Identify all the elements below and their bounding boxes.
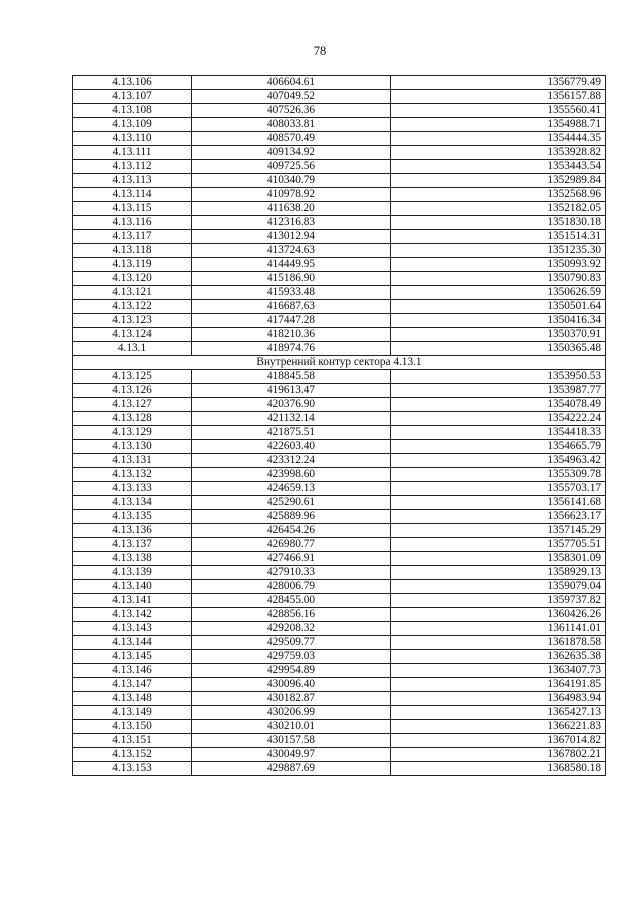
x-coordinate-cell: 429509.77 [192,636,391,650]
point-id-cell: 4.13.150 [73,720,192,734]
y-coordinate-cell: 1354988.71 [391,118,606,132]
table-row [73,706,606,720]
y-coordinate-cell: 1358929.13 [391,566,606,580]
y-coordinate-cell: 1361141.01 [391,622,606,636]
point-id-cell: 4.13.137 [73,538,192,552]
table-row [73,762,606,776]
table-row [73,650,606,664]
point-id-cell: 4.13.110 [73,132,192,146]
x-coordinate-cell: 415186.90 [192,272,391,286]
point-id-cell: 4.13.108 [73,104,192,118]
x-coordinate-cell: 422603.40 [192,440,391,454]
x-coordinate-cell: 430210.01 [192,720,391,734]
y-coordinate-cell: 1360426.26 [391,608,606,622]
table-row [73,384,606,398]
table-row [73,230,606,244]
x-coordinate-cell: 406604.61 [192,76,391,90]
y-coordinate-cell: 1367802.21 [391,748,606,762]
y-coordinate-cell: 1364191.85 [391,678,606,692]
x-coordinate-cell: 425290.61 [192,496,391,510]
table-row [73,552,606,566]
table-row [73,342,606,356]
table-row [73,398,606,412]
y-coordinate-cell: 1364983.94 [391,692,606,706]
table-row [73,496,606,510]
y-coordinate-cell: 1361878.58 [391,636,606,650]
table-row [73,510,606,524]
point-id-cell: 4.13.152 [73,748,192,762]
y-coordinate-cell: 1350501.64 [391,300,606,314]
section-row [73,356,606,370]
table-row [73,202,606,216]
table-row [73,720,606,734]
x-coordinate-cell: 418974.76 [192,342,391,356]
table-row [73,118,606,132]
y-coordinate-cell: 1356779.49 [391,76,606,90]
table-row [73,216,606,230]
table-row [73,440,606,454]
point-id-cell: 4.13.111 [73,146,192,160]
point-id-cell: 4.13.141 [73,594,192,608]
point-id-cell: 4.13.127 [73,398,192,412]
table-row [73,482,606,496]
table-row [73,594,606,608]
x-coordinate-cell: 413724.63 [192,244,391,258]
x-coordinate-cell: 429208.32 [192,622,391,636]
table-row [73,160,606,174]
x-coordinate-cell: 429954.89 [192,664,391,678]
y-coordinate-cell: 1354078.49 [391,398,606,412]
point-id-cell: 4.13.132 [73,468,192,482]
x-coordinate-cell: 426454.26 [192,524,391,538]
x-coordinate-cell: 430206.99 [192,706,391,720]
x-coordinate-cell: 420376.90 [192,398,391,412]
y-coordinate-cell: 1362635.38 [391,650,606,664]
table-row [73,258,606,272]
x-coordinate-cell: 411638.20 [192,202,391,216]
x-coordinate-cell: 408033.81 [192,118,391,132]
x-coordinate-cell: 429887.69 [192,762,391,776]
table-row [73,104,606,118]
x-coordinate-cell: 430157.58 [192,734,391,748]
x-coordinate-cell: 428856.16 [192,608,391,622]
table-row [73,188,606,202]
table-row [73,748,606,762]
table-row [73,328,606,342]
x-coordinate-cell: 409725.56 [192,160,391,174]
y-coordinate-cell: 1354963.42 [391,454,606,468]
x-coordinate-cell: 426980.77 [192,538,391,552]
y-coordinate-cell: 1354444.35 [391,132,606,146]
x-coordinate-cell: 412316.83 [192,216,391,230]
x-coordinate-cell: 418210.36 [192,328,391,342]
point-id-cell: 4.13.131 [73,454,192,468]
point-id-cell: 4.13.116 [73,216,192,230]
point-id-cell: 4.13.115 [73,202,192,216]
x-coordinate-cell: 428006.79 [192,580,391,594]
x-coordinate-cell: 416687.63 [192,300,391,314]
table-row [73,132,606,146]
x-coordinate-cell: 423312.24 [192,454,391,468]
coordinates-table-body [73,76,606,776]
point-id-cell: 4.13.134 [73,496,192,510]
table-row [73,468,606,482]
y-coordinate-cell: 1365427.13 [391,706,606,720]
x-coordinate-cell: 410340.79 [192,174,391,188]
point-id-cell: 4.13.124 [73,328,192,342]
x-coordinate-cell: 407049.52 [192,90,391,104]
x-coordinate-cell: 430096.40 [192,678,391,692]
x-coordinate-cell: 419613.47 [192,384,391,398]
table-row [73,174,606,188]
table-row [73,538,606,552]
table-row [73,244,606,258]
point-id-cell: 4.13.144 [73,636,192,650]
x-coordinate-cell: 421132.14 [192,412,391,426]
y-coordinate-cell: 1353987.77 [391,384,606,398]
point-id-cell: 4.13.136 [73,524,192,538]
x-coordinate-cell: 423998.60 [192,468,391,482]
y-coordinate-cell: 1350416.34 [391,314,606,328]
y-coordinate-cell: 1363407.73 [391,664,606,678]
point-id-cell: 4.13.114 [73,188,192,202]
x-coordinate-cell: 424659.13 [192,482,391,496]
y-coordinate-cell: 1354418.33 [391,426,606,440]
table-row [73,692,606,706]
page-number: 78 [313,44,327,58]
y-coordinate-cell: 1350626.59 [391,286,606,300]
table-row [73,524,606,538]
x-coordinate-cell: 409134.92 [192,146,391,160]
section-title: Внутренний контур сектора 4.13.1 [73,356,606,370]
point-id-cell: 4.13.146 [73,664,192,678]
point-id-cell: 4.13.109 [73,118,192,132]
y-coordinate-cell: 1355309.78 [391,468,606,482]
table-row [73,412,606,426]
y-coordinate-cell: 1355703.17 [391,482,606,496]
y-coordinate-cell: 1353950.53 [391,370,606,384]
x-coordinate-cell: 429759.03 [192,650,391,664]
table-row [73,300,606,314]
y-coordinate-cell: 1350370.91 [391,328,606,342]
y-coordinate-cell: 1357705.51 [391,538,606,552]
point-id-cell: 4.13.123 [73,314,192,328]
table-row [73,90,606,104]
point-id-cell: 4.13.145 [73,650,192,664]
x-coordinate-cell: 408570.49 [192,132,391,146]
x-coordinate-cell: 407526.36 [192,104,391,118]
y-coordinate-cell: 1354665.79 [391,440,606,454]
point-id-cell: 4.13.117 [73,230,192,244]
table-row [73,370,606,384]
y-coordinate-cell: 1353443.54 [391,160,606,174]
table-row [73,314,606,328]
x-coordinate-cell: 417447.28 [192,314,391,328]
y-coordinate-cell: 1352989.84 [391,174,606,188]
point-id-cell: 4.13.107 [73,90,192,104]
y-coordinate-cell: 1350365.48 [391,342,606,356]
point-id-cell: 4.13.125 [73,370,192,384]
y-coordinate-cell: 1359079.04 [391,580,606,594]
x-coordinate-cell: 413012.94 [192,230,391,244]
point-id-cell: 4.13.153 [73,762,192,776]
table-row [73,566,606,580]
point-id-cell: 4.13.112 [73,160,192,174]
y-coordinate-cell: 1368580.18 [391,762,606,776]
y-coordinate-cell: 1352568.96 [391,188,606,202]
table-row [73,454,606,468]
table-row [73,734,606,748]
point-id-cell: 4.13.148 [73,692,192,706]
y-coordinate-cell: 1352182.05 [391,202,606,216]
point-id-cell: 4.13.113 [73,174,192,188]
y-coordinate-cell: 1367014.82 [391,734,606,748]
point-id-cell: 4.13.129 [73,426,192,440]
point-id-cell: 4.13.151 [73,734,192,748]
point-id-cell: 4.13.121 [73,286,192,300]
point-id-cell: 4.13.133 [73,482,192,496]
table-row [73,608,606,622]
point-id-cell: 4.13.135 [73,510,192,524]
point-id-cell: 4.13.126 [73,384,192,398]
point-id-cell: 4.13.143 [73,622,192,636]
x-coordinate-cell: 427910.33 [192,566,391,580]
table-row [73,146,606,160]
y-coordinate-cell: 1359737.82 [391,594,606,608]
point-id-cell: 4.13.122 [73,300,192,314]
point-id-cell: 4.13.147 [73,678,192,692]
x-coordinate-cell: 418845.58 [192,370,391,384]
point-id-cell: 4.13.130 [73,440,192,454]
point-id-cell: 4.13.142 [73,608,192,622]
table-row [73,580,606,594]
y-coordinate-cell: 1358301.09 [391,552,606,566]
point-id-cell: 4.13.106 [73,76,192,90]
point-id-cell: 4.13.118 [73,244,192,258]
y-coordinate-cell: 1366221.83 [391,720,606,734]
y-coordinate-cell: 1351514.31 [391,230,606,244]
x-coordinate-cell: 430182.87 [192,692,391,706]
x-coordinate-cell: 430049.97 [192,748,391,762]
y-coordinate-cell: 1357145.29 [391,524,606,538]
point-id-cell: 4.13.139 [73,566,192,580]
y-coordinate-cell: 1353928.82 [391,146,606,160]
point-id-cell: 4.13.120 [73,272,192,286]
point-id-cell: 4.13.140 [73,580,192,594]
table-row [73,664,606,678]
y-coordinate-cell: 1351830.18 [391,216,606,230]
table-row [73,622,606,636]
x-coordinate-cell: 428455.00 [192,594,391,608]
table-row [73,286,606,300]
y-coordinate-cell: 1356141.68 [391,496,606,510]
x-coordinate-cell: 414449.95 [192,258,391,272]
y-coordinate-cell: 1356623.17 [391,510,606,524]
point-id-cell: 4.13.149 [73,706,192,720]
table-row [73,426,606,440]
x-coordinate-cell: 427466.91 [192,552,391,566]
x-coordinate-cell: 425889.96 [192,510,391,524]
y-coordinate-cell: 1351235.30 [391,244,606,258]
table-row [73,636,606,650]
x-coordinate-cell: 410978.92 [192,188,391,202]
y-coordinate-cell: 1356157.88 [391,90,606,104]
table-row [73,272,606,286]
y-coordinate-cell: 1355560.41 [391,104,606,118]
x-coordinate-cell: 421875.51 [192,426,391,440]
y-coordinate-cell: 1350993.92 [391,258,606,272]
point-id-cell: 4.13.128 [73,412,192,426]
table-row [73,678,606,692]
y-coordinate-cell: 1350790.83 [391,272,606,286]
y-coordinate-cell: 1354222.24 [391,412,606,426]
point-id-cell: 4.13.1 [73,342,192,356]
point-id-cell: 4.13.138 [73,552,192,566]
coordinates-table [72,75,606,776]
table-row [73,76,606,90]
point-id-cell: 4.13.119 [73,258,192,272]
x-coordinate-cell: 415933.48 [192,286,391,300]
